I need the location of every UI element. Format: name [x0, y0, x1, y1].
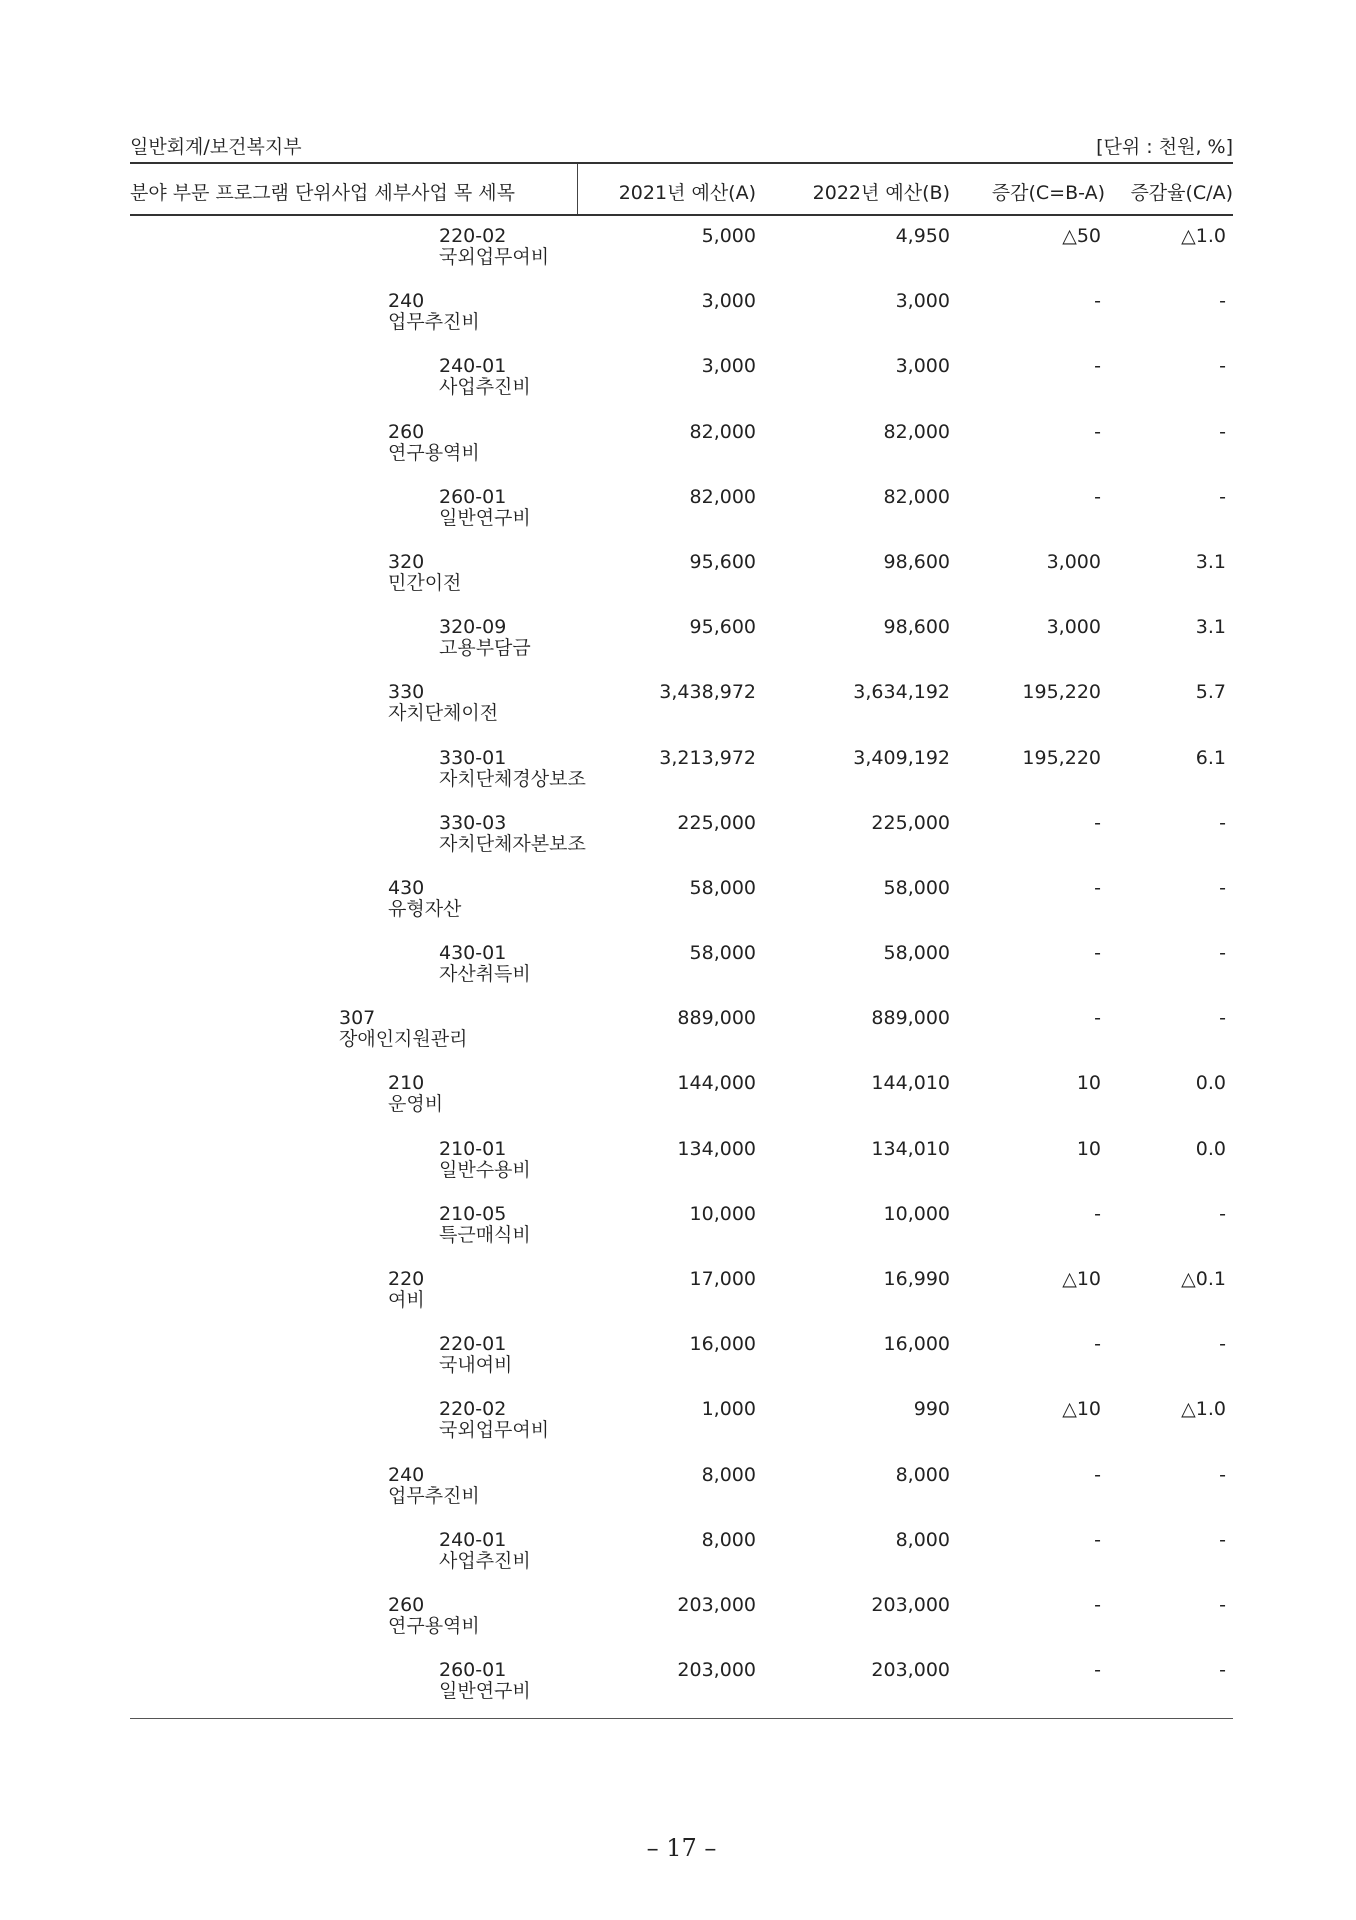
table-row [130, 1589, 1233, 1654]
row-name: 장애인지원관리 [339, 1028, 468, 1051]
row-budget-2022: 889,000 [871, 1007, 950, 1030]
table-row [130, 1328, 1233, 1393]
row-budget-2022: 134,010 [871, 1137, 950, 1160]
table-row [130, 220, 1233, 285]
row-budget-2022: 8,000 [895, 1528, 950, 1551]
row-name: 국외업무여비 [439, 1419, 550, 1442]
row-name: 자산취득비 [439, 963, 531, 986]
row-change: - [1094, 355, 1101, 378]
row-change: - [1094, 420, 1101, 443]
row-change-rate: - [1219, 1463, 1226, 1486]
row-name: 국내여비 [439, 1354, 513, 1377]
row-change: △10 [1062, 1398, 1101, 1421]
row-budget-2022: 8,000 [895, 1463, 950, 1486]
row-name: 여비 [388, 1289, 425, 1311]
row-change-rate: 6.1 [1195, 746, 1226, 769]
row-change-rate: - [1219, 1528, 1226, 1551]
row-budget-2021: 8,000 [701, 1463, 756, 1486]
row-code: 240 [388, 1463, 425, 1486]
row-change-rate: - [1219, 1007, 1226, 1030]
row-name: 자치단체경상보조 [439, 767, 586, 790]
row-budget-2022: 82,000 [883, 485, 950, 508]
row-budget-2021: 17,000 [689, 1268, 756, 1290]
row-budget-2021: 889,000 [677, 1007, 756, 1030]
row-change: - [1094, 1007, 1101, 1030]
row-budget-2021: 203,000 [677, 1593, 756, 1616]
table-header [130, 164, 1233, 214]
row-code: 260-01 [439, 1659, 507, 1682]
table-row [130, 1133, 1233, 1198]
row-budget-2022: 82,000 [883, 420, 950, 443]
row-change: - [1094, 1593, 1101, 1616]
table-meta [130, 132, 1233, 158]
row-change: 10 [1076, 1072, 1101, 1095]
row-change-rate: 0.0 [1195, 1072, 1226, 1095]
row-code: 210-01 [439, 1137, 507, 1160]
row-budget-2021: 3,000 [701, 290, 756, 313]
row-change: △50 [1062, 225, 1101, 247]
row-code: 430 [388, 876, 425, 899]
row-budget-2021: 58,000 [689, 942, 756, 965]
table-row [130, 1654, 1233, 1719]
row-change: - [1094, 290, 1101, 313]
row-budget-2022: 225,000 [871, 811, 950, 834]
row-change: - [1094, 876, 1101, 899]
row-code: 260 [388, 420, 425, 443]
table-row [130, 1393, 1233, 1458]
row-code: 330-01 [439, 746, 507, 769]
row-name: 특근매식비 [439, 1223, 531, 1246]
budget-table-body [130, 220, 1233, 1719]
row-name: 고용부담금 [439, 637, 531, 660]
row-code: 260-01 [439, 485, 507, 508]
row-change-rate: - [1219, 942, 1226, 965]
row-budget-2021: 3,213,972 [659, 746, 756, 769]
row-code: 220-01 [439, 1333, 507, 1356]
row-change-rate: - [1219, 485, 1226, 508]
row-budget-2021: 95,600 [689, 550, 756, 573]
row-budget-2022: 203,000 [871, 1593, 950, 1616]
row-budget-2021: 82,000 [689, 420, 756, 443]
row-change-rate: - [1219, 811, 1226, 834]
row-change-rate: - [1219, 290, 1226, 313]
row-code: 220-02 [439, 1398, 507, 1421]
table-header-rule [130, 214, 1233, 216]
table-row [130, 611, 1233, 676]
table-row [130, 1263, 1233, 1328]
row-code: 220-02 [439, 225, 507, 247]
row-change: - [1094, 485, 1101, 508]
row-name: 유형자산 [388, 897, 462, 920]
row-code: 320-09 [439, 616, 507, 639]
row-code: 240-01 [439, 355, 507, 378]
row-budget-2021: 16,000 [689, 1333, 756, 1356]
row-change: - [1094, 811, 1101, 834]
table-row [130, 1198, 1233, 1263]
table-row [130, 872, 1233, 937]
row-code: 210-05 [439, 1202, 507, 1225]
table-row [130, 546, 1233, 611]
row-change-rate: △1.0 [1181, 225, 1226, 247]
table-row [130, 1459, 1233, 1524]
row-code: 320 [388, 550, 425, 573]
row-budget-2022: 144,010 [871, 1072, 950, 1095]
row-budget-2022: 16,990 [883, 1268, 950, 1290]
table-row [130, 350, 1233, 415]
row-change: 10 [1076, 1137, 1101, 1160]
row-name: 업무추진비 [388, 311, 480, 334]
row-change-rate: 0.0 [1195, 1137, 1226, 1160]
row-budget-2021: 58,000 [689, 876, 756, 899]
row-name: 사업추진비 [439, 376, 531, 399]
row-change: 195,220 [1022, 681, 1101, 704]
row-budget-2021: 144,000 [677, 1072, 756, 1095]
table-row [130, 285, 1233, 350]
row-change-rate: △1.0 [1181, 1398, 1226, 1421]
row-budget-2021: 10,000 [689, 1202, 756, 1225]
table-row [130, 807, 1233, 872]
row-change: 3,000 [1046, 616, 1101, 639]
row-change-rate: 3.1 [1195, 550, 1226, 573]
row-name: 연구용역비 [388, 1614, 480, 1637]
row-code: 220 [388, 1268, 425, 1290]
row-name: 국외업무여비 [439, 246, 550, 268]
row-budget-2021: 8,000 [701, 1528, 756, 1551]
col-change-header: 증감(C=B-A) [991, 182, 1105, 204]
row-budget-2022: 990 [913, 1398, 950, 1421]
row-change-rate: △0.1 [1181, 1268, 1226, 1290]
row-code: 430-01 [439, 942, 507, 965]
row-change: △10 [1062, 1268, 1101, 1290]
row-code: 330 [388, 681, 425, 704]
row-code: 240 [388, 290, 425, 313]
row-budget-2022: 3,000 [895, 290, 950, 313]
row-name: 자치단체자본보조 [439, 832, 586, 855]
row-budget-2021: 82,000 [689, 485, 756, 508]
table-row [130, 1002, 1233, 1067]
row-budget-2021: 203,000 [677, 1659, 756, 1682]
row-budget-2022: 3,000 [895, 355, 950, 378]
row-budget-2021: 134,000 [677, 1137, 756, 1160]
unit-label: [단위 : 천원, %] [1096, 136, 1233, 158]
row-change: 195,220 [1022, 746, 1101, 769]
row-name: 자치단체이전 [388, 702, 499, 725]
row-budget-2022: 10,000 [883, 1202, 950, 1225]
row-code: 307 [339, 1007, 376, 1030]
row-budget-2021: 3,438,972 [659, 681, 756, 704]
row-code: 260 [388, 1593, 425, 1616]
row-budget-2022: 3,409,192 [853, 746, 950, 769]
row-name: 업무추진비 [388, 1484, 480, 1507]
row-change-rate: 5.7 [1195, 681, 1226, 704]
table-row [130, 1067, 1233, 1132]
table-bottom-rule [130, 1718, 1233, 1719]
row-name: 연구용역비 [388, 441, 480, 464]
row-budget-2022: 16,000 [883, 1333, 950, 1356]
row-change-rate: - [1219, 1593, 1226, 1616]
table-row [130, 742, 1233, 807]
row-code: 210 [388, 1072, 425, 1095]
row-name: 일반연구비 [439, 1680, 531, 1703]
row-budget-2022: 203,000 [871, 1659, 950, 1682]
row-code: 330-03 [439, 811, 507, 834]
row-budget-2022: 98,600 [883, 550, 950, 573]
row-change: 3,000 [1046, 550, 1101, 573]
row-budget-2021: 95,600 [689, 616, 756, 639]
row-name: 일반연구비 [439, 506, 531, 529]
row-name: 일반수용비 [439, 1158, 531, 1181]
row-change-rate: - [1219, 355, 1226, 378]
col-2022-header: 2022년 예산(B) [812, 182, 950, 204]
row-name: 사업추진비 [439, 1549, 531, 1572]
row-change-rate: - [1219, 1333, 1226, 1356]
row-name: 운영비 [388, 1093, 444, 1116]
row-change: - [1094, 1463, 1101, 1486]
col-2021-header: 2021년 예산(A) [618, 182, 756, 204]
page-number: – 17 – [646, 1834, 717, 1862]
row-change-rate: - [1219, 876, 1226, 899]
table-row [130, 937, 1233, 1002]
row-change: - [1094, 1202, 1101, 1225]
row-change-rate: - [1219, 420, 1226, 443]
account-label: 일반회계/보건복지부 [130, 136, 302, 158]
table-row [130, 676, 1233, 741]
row-change: - [1094, 1333, 1101, 1356]
row-budget-2021: 225,000 [677, 811, 756, 834]
row-change: - [1094, 1528, 1101, 1551]
row-change-rate: - [1219, 1202, 1226, 1225]
row-budget-2021: 3,000 [701, 355, 756, 378]
row-change-rate: 3.1 [1195, 616, 1226, 639]
row-budget-2022: 4,950 [895, 225, 950, 247]
col-rate-header: 증감율(C/A) [1130, 182, 1233, 204]
row-code: 240-01 [439, 1528, 507, 1551]
row-budget-2022: 58,000 [883, 942, 950, 965]
row-change: - [1094, 1659, 1101, 1682]
row-change-rate: - [1219, 1659, 1226, 1682]
table-row [130, 1524, 1233, 1589]
row-budget-2021: 1,000 [701, 1398, 756, 1421]
table-row [130, 416, 1233, 481]
row-budget-2022: 58,000 [883, 876, 950, 899]
table-row [130, 481, 1233, 546]
row-name: 민간이전 [388, 571, 462, 594]
col-hierarchy-header: 분야 부문 프로그램 단위사업 세부사업 목 세목 [130, 182, 515, 204]
row-change: - [1094, 942, 1101, 965]
header-divider [577, 164, 578, 214]
row-budget-2022: 98,600 [883, 616, 950, 639]
row-budget-2021: 5,000 [701, 225, 756, 247]
row-budget-2022: 3,634,192 [853, 681, 950, 704]
